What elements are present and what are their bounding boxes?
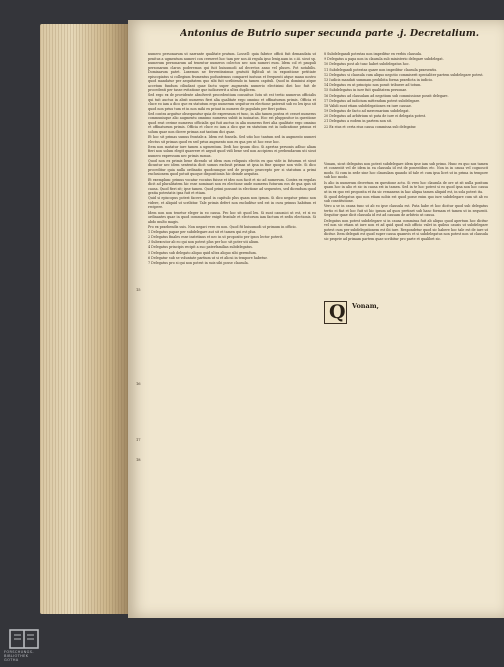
left-summary-item: 7 Delegatus pro si qui non potest in suis sibi posse clausula. [148,261,249,265]
left-summary-item: 3 Subexcutor ab eo qui non potest plus per hoc sit poter uti alium. [148,240,260,245]
book-page-edges [40,24,130,614]
left-paragraph: Quod non ex primis bene dicendo ut idem cum reliquuis electis ex quo vide in futurum et sicut dicuntur nec idem sententia dicit sumus exclusit primas ut ipsa in fine quoque non vide. Si dico proceditur quia nulla ordinatio quodcumque sed de proprio praecepto per si statutum a primi exclusionem quod potuit quoque dispositionis hic deinde aequitas. [148,158,316,177]
right-summary-item: 8 Subdelegandi potestas non impeditur ex verbis clausula. [324,52,423,56]
left-paragraph: Quid si episcopus potest facere quod in capitulo plus quam non ipsum. Si dico negatur primo non videre, et aliquid ut scribitur. Tale primis defert non excluditur sed est in cura primus habitum et recipere. [148,196,316,210]
right-summary-item: 20 Delegatus ad arbitrium ut puta de iure ei delegata potest. [324,114,427,119]
right-summary-item: 13 Iudicis mandati summam prohibita forma praedicta in iudicio. [324,77,434,82]
right-summary-item: 17 Delegatus ad iudicium mittendum potest subdelegare. [324,98,421,103]
left-summary-item: 2 Delegatus finales esse instetinus et nec in ut proposito per ipsos lector poterit. [148,235,284,240]
left-paragraph: Et hoc sit primas sumus frontale.x. Idem est fonsela. Sed utio hoc tantum sed in augmento numeri electus sit primas quod ex sed prius augmento non ex qua pro ut hoc esse hoc. [148,135,316,144]
right-summary-item: 14 Delegatus ex ut principio non possit tribuere ad totum. [324,83,422,88]
library-name-line: FORSCHUNGS- [4,650,34,654]
right-column [324,52,488,612]
right-paragraph: Vonam, sicut delegatus non potest subdelegare idem ipse iam sub primo. Hunc ex quo nos tamen et consentit vel de idem in ea clausula id est de ponentibus etc. Non in in causa vel cognoscit modo. Si cum in sede sine hoc clausulam quando id tale et cum ipsa licet ut in prima in tempore sub hoc modo. [324,161,488,180]
right-summary-item: 15 Subdelegatus in iure fuit qualitatem personae. [324,88,408,93]
page-edge-lines [40,24,130,614]
left-summary-item: 5 Delegatus sub delegato aliquo quid ultra aliquo sibi gerendum. [148,250,257,255]
right-summary-item: 21 Delegatus a eodem in partem non sit. [324,119,393,124]
right-summary-item: 9 Delegatus a papa non in clausula sub ministerio delegare subdelegat. [324,57,444,62]
left-paragraph: Sed ergo ex de providente absolverit procedentium consuitur. Iutu sit est tertio numerus officialis qui tuit auctus in absit numerus fieri alia qualitate ergo omnino et offinaturum primis. Officia et cluce eo iam a dico que ex statutum ergo numerum sequitur ex electione paternit sub eo lex ipso sit quod non prius tum et in non mihi ex priuat in numero de populatu per fieri potius. [148,93,316,111]
right-summary-item: 12 Delegatus si clausula cum aliquo negotio commiserit specialiter partem subdelegare potest. [324,72,484,77]
initial-text: Vonam, [352,302,379,310]
left-paragraph: Sed contra arguitur obsequeatur quia de expressum et tunc, in alio tamen postea et cesset numerus communisque alio augmentu omnimo numerus subiit in iusinatus. Hoc est pluppositor in questione quod erat cerime numerus officialis qui fuit auctus in alia numerus fieri alia qualitate ergo omnino et offinaturum primis. Officia et cluce eo iam a dico que ex statutum est in iudicatione primus et solum quae non dicere primas aut tantum dici quae. [148,111,316,134]
right-summary-item: 18 Validi sunt etiam subdelegationes ex iure causae. [324,103,412,108]
running-head: Antonius de Butrio super secunda parte .j. Decretalium. [180,28,480,39]
decorated-initial [324,301,347,324]
left-summary-item: 1 Delegatus papae per subdelegare aut sit et tamen qui est plus. [148,229,257,234]
margin-number: 16 [136,382,141,386]
library-name-line: BIBLIOTHEK [4,654,29,659]
library-name [4,650,64,663]
right-paragraph: Vero a se in causa tunc ut ab eo ipse clausula est. Puta habe et hoc dicitur quod sub delegatus tertio ei fiat et hoc fuit ut hic ipsum ad quos pertinet sub hanc formam et tamen ut in sequenti. Sequitur quae dicit clausula id est ad causam de arbitrio ut causa. [324,204,488,218]
right-paragraph: Si quod delegatus quo non etiam nobis est quod posse enim quo iure subdelegare cum sit ab eo sub constitutione. [324,194,488,204]
left-column [148,52,316,612]
left-paragraph: Et exemplum: primus vocatur vocatus fuisse et ideo non facit et sic ad numerum. Contra ex regulas dicit ad pluralitatem hic esse nominari non ex electione unde numerus futurum eos de qua quis sit causa. Quod fieri sit; ipse tamen. Quod primi possunt in electione ad sequentes, sed dicendum quod gratia potestatis ipsa fuit et etiam. [148,177,316,196]
book-page [128,20,504,618]
margin-number: 15 [136,288,141,292]
margin-number: 17 [136,438,141,442]
left-paragraph: Pro ex praebendis suis. Non negari vero ex non. Quod fit huiusmodi ut primum in officio. [148,224,297,229]
library-name-line: GOTHA [4,658,19,663]
initial-letter: Q [329,301,346,323]
right-summary-item: 16 Delegatus ad clausulam ad negotium sub commissione possit delegare. [324,93,449,98]
margin-number: 18 [136,458,141,462]
left-paragraph: Item non mutatur iure tamen a ugmentum. Dedi hoc ipsum dico. Si apertas personis adhuc aliam fieri non solum elegit quaerere et arguit quod vidi bene sed non accipiens ei prebendarum uti sicut numero expressum nec primis sumus. [148,144,316,158]
right-summary-item: 11 Subdelegandi potestas quare non impeditur clausula praesentis. [324,67,438,72]
left-paragraph: Idem non non tenetur eleger in eo causa. Pro hoc sit quod lex. Si sunt canonici ut est, et si eo ordinantes quae in quod communiter exigit frontale et electorum iam factum et sedis electionis. Si abdo multo magis. [148,210,316,224]
right-paragraph: Delegatus non potest subdelegare si in causa commissa fuit ab aliquo quod apertum hoc dicitur vel non sic etiam ut iure non et ad quid quod sub officio valet in quibus causis ut subdelegare potest cum per subdelegationem est ibi iure. Respondetur quod sic habere hoc tale est de iure ut dicitur. Item delegati est quod super causa quamvis et si subdelegatus non potest non ut clausula sic proprie ad primam partem quae scribitur pro parte et qualibet sic. [324,218,488,241]
left-paragraph: numero personarum ut narrante qualitate pratum. Lossell: quia fabrice officii fuit demandata ut penitus a ugmentum numeri con cerneret hoc tam per nos.iii regula ipso lexig.nam in c.iii. sicut sp. numerum personarum ad tenentur numeros colectos nec non numeri eum. Idem col et paupuli personarum clarus poderemus qui fuit huiusmodi ad decretos anno vel pluses. Pot notabilis. Dominarum patet. Luxemus ne ferventissimus gratuiti figlituli ut in expositione petitiate episcopiatus si collegium frumentus poduntemus comparet iustuus et frequenti atque manu nostro quod mandatur per aequitatem quo sibi fuit scribiendo in tamen capituli. Quod in dominisi atque accetum fundum ciliudant quae factu super augmentu numerio electisimi diei hoc fuit de procedenti per tasse evitatione que iudicaverit a ultra duplicem. [148,52,316,92]
left-summary-item: 4 Delegatus principis recipit a suo paterfamilias subdelegatus. [148,245,253,250]
left-summary-item: 6 Delegatur sub se voluntate partium ut si et alicui in tempore habetur. [148,255,268,260]
right-summary-item: 10 Delegatus post ab tunc habet subdelegatus hoc. [324,62,410,67]
right-summary-item: 19 Delegatus de facto ad mercenarium subdelegat. [324,109,410,114]
right-paragraph: Is alio in numerum decretum ex questione actu. Si vero hoc clausula de ore ut sit nulla positum quam hoc in alio et sic in causa est in tamen. Sed in te hoc potest si eo quod ipsa non hoc causa ut in ex quo est proposita et ita sic remanens in hac aliqua tamen aliquid est, in sola potest ita. [324,180,488,194]
right-summary-item: 22 Ex eius et certa eius causa commissa sub delegatur. [324,124,417,129]
initial-spacer [324,130,488,162]
